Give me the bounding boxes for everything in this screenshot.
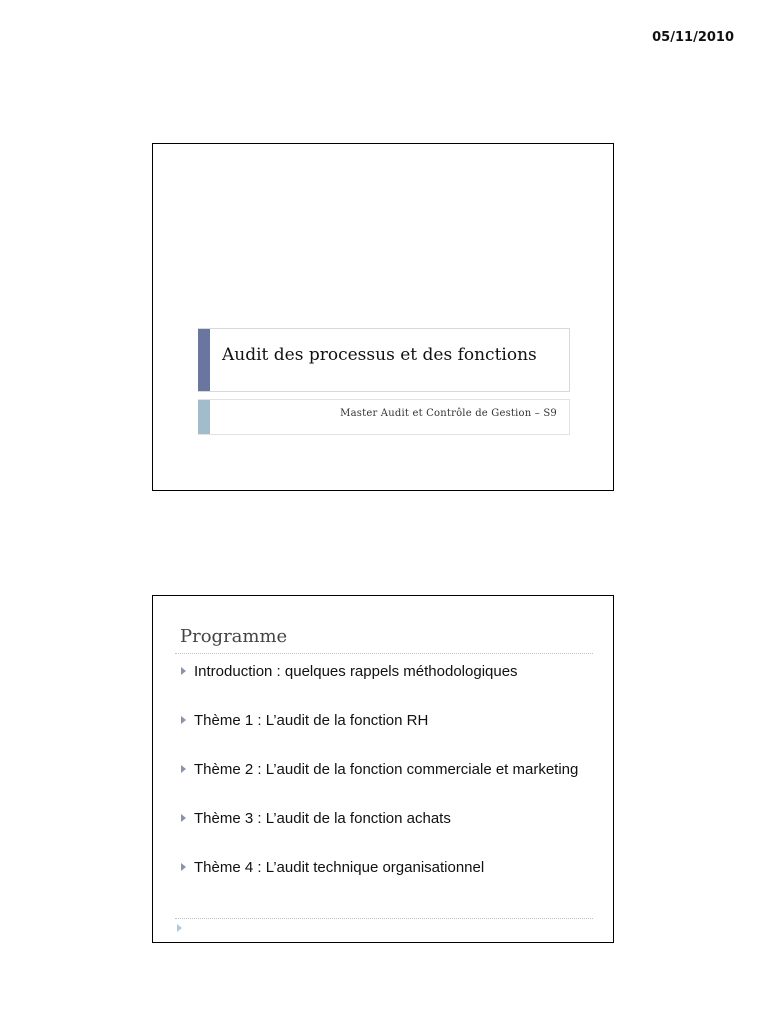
- list-item: [179, 662, 579, 681]
- list-item-text: Thème 1 : L’audit de la fonction RH: [194, 712, 429, 729]
- triangle-right-icon: [181, 814, 186, 822]
- list-item: [179, 809, 579, 828]
- page-date: 05/11/2010: [652, 30, 734, 45]
- footer-triangle-icon: [177, 924, 182, 932]
- list-item: [179, 858, 579, 877]
- triangle-right-icon: [181, 863, 186, 871]
- slide-subtitle: Master Audit et Contrôle de Gestion – S9: [340, 408, 557, 419]
- title-box: [198, 328, 570, 392]
- footer-divider: [175, 918, 593, 919]
- title-accent-bar: [198, 329, 210, 391]
- slide-title: Audit des processus et des fonctions: [222, 345, 537, 365]
- list-item: [179, 711, 579, 730]
- subtitle-accent-bar: [198, 400, 210, 434]
- list-item-text: Thème 2 : L’audit de la fonction commerciale et marketing: [194, 761, 579, 778]
- list-item: [179, 760, 579, 779]
- subtitle-box: [198, 399, 570, 435]
- triangle-right-icon: [181, 716, 186, 724]
- list-item-text: Thème 4 : L’audit technique organisationnel: [194, 859, 485, 876]
- list-item-text: Introduction : quelques rappels méthodologiques: [194, 663, 518, 680]
- list-item-text: Thème 3 : L’audit de la fonction achats: [194, 810, 451, 827]
- triangle-right-icon: [181, 667, 186, 675]
- programme-list: [179, 662, 579, 877]
- slide-1: [152, 143, 614, 491]
- triangle-right-icon: [181, 765, 186, 773]
- slide-2: [152, 595, 614, 943]
- title-divider: [175, 653, 593, 654]
- programme-title: Programme: [180, 626, 288, 647]
